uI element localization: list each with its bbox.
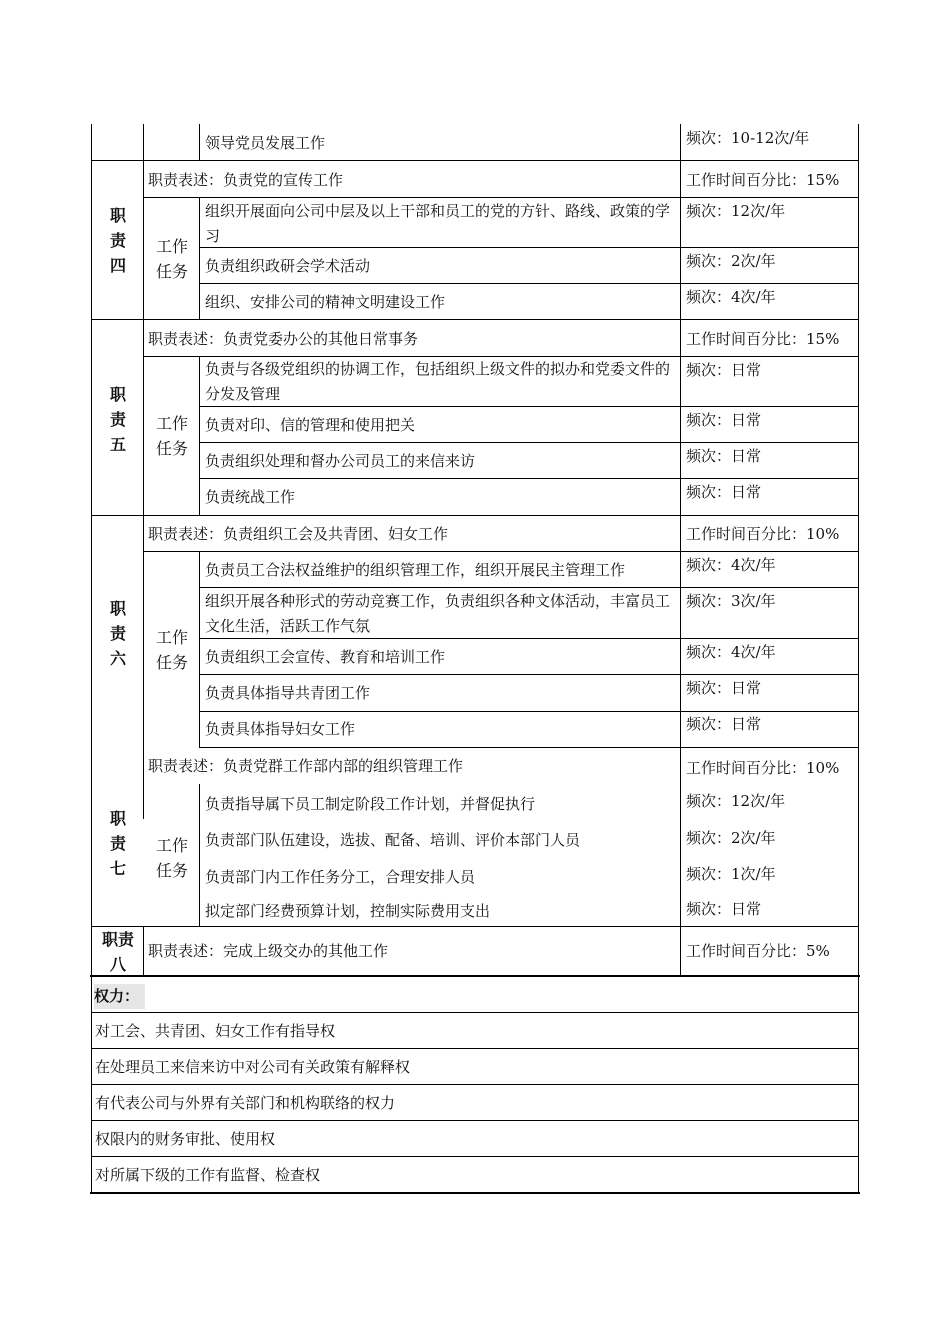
task-group-label: [144, 833, 200, 883]
task-frequency: 频次：12次/年: [686, 202, 786, 220]
task-text: 负责组织处理和督办公司员工的来信来访: [205, 452, 476, 470]
task-group-text: 工作 任务: [155, 414, 188, 458]
duty-description: 职责表述：完成上级交办的其他工作: [148, 942, 389, 960]
time-percentage: 工作时间百分比：15%: [686, 330, 840, 348]
task-frequency: 频次：4次/年: [686, 556, 776, 574]
task-text: 拟定部门经费预算计划，控制实际费用支出: [205, 902, 491, 920]
duty-description: 职责表述：负责党委办公的其他日常事务: [148, 330, 419, 348]
duty-description: 职责表述：负责党群工作部内部的组织管理工作: [148, 757, 464, 775]
task-frequency: 频次：日常: [686, 447, 762, 465]
task-frequency: 频次：10-12次/年: [686, 129, 810, 147]
duty-label-text: 职 责 六: [109, 599, 126, 668]
authority-item: 权限内的财务审批、使用权: [95, 1130, 276, 1148]
task-frequency: 频次：12次/年: [686, 792, 786, 810]
duty-label-text: 职 责 七: [109, 809, 126, 878]
duty-label: [93, 596, 143, 671]
authority-item: 有代表公司与外界有关部门和机构联络的权力: [95, 1094, 396, 1112]
duty-label-text: 职 责 五: [109, 385, 126, 454]
task-frequency: 频次：4次/年: [686, 643, 776, 661]
task-group-label: [144, 234, 200, 284]
task-text: 负责员工合法权益维护的组织管理工作，组织开展民主管理工作: [205, 561, 626, 579]
task-text: 负责具体指导共青团工作: [205, 684, 371, 702]
task-frequency: 频次：4次/年: [686, 288, 776, 306]
task-frequency: 频次：1次/年: [686, 865, 776, 883]
time-percentage: 工作时间百分比：5%: [686, 942, 830, 960]
task-text: 负责与各级党组织的协调工作，包括组织上级文件的拟办和党委文件的分发及管理: [205, 360, 671, 403]
time-percentage: 工作时间百分比：15%: [686, 171, 840, 189]
task-frequency: 频次：2次/年: [686, 829, 776, 847]
authority-item: 对工会、共青团、妇女工作有指导权: [95, 1022, 336, 1040]
task-text: 负责指导属下员工制定阶段工作计划，并督促执行: [205, 795, 536, 813]
task-group-text: 工作 任务: [155, 628, 188, 672]
authority-item: 在处理员工来信来访中对公司有关政策有解释权: [95, 1058, 411, 1076]
task-text: 负责部门内工作任务分工，合理安排人员: [205, 868, 476, 886]
task-frequency: 频次：日常: [686, 411, 762, 429]
task-text: 负责部门队伍建设，选拔、配备、培训、评价本部门人员: [205, 831, 581, 849]
duty-label: [93, 806, 143, 881]
duty-label: [93, 927, 143, 977]
duty-label-text: 职 责 四: [109, 206, 126, 275]
task-frequency: 频次：2次/年: [686, 252, 776, 270]
task-frequency: 频次：日常: [686, 483, 762, 501]
duty-label: [93, 203, 143, 278]
task-text: 负责对印、信的管理和使用把关: [205, 416, 416, 434]
authority-item: 对所属下级的工作有监督、检查权: [95, 1166, 321, 1184]
time-percentage: 工作时间百分比：10%: [686, 525, 840, 543]
duty-description: 职责表述：负责组织工会及共青团、妇女工作: [148, 525, 449, 543]
task-text: 领导党员发展工作: [205, 134, 326, 152]
task-group-text: 工作 任务: [155, 836, 188, 880]
authority-heading: 权力：: [94, 984, 145, 1009]
task-text: 负责统战工作: [205, 488, 296, 506]
task-group-text: 工作 任务: [155, 237, 188, 281]
task-frequency: 频次：日常: [686, 361, 762, 379]
time-percentage: 工作时间百分比：10%: [686, 759, 840, 777]
task-text: 组织开展各种形式的劳动竞赛工作，负责组织各种文体活动，丰富员工文化生活，活跃工作气氛: [205, 592, 671, 635]
task-text: 组织、安排公司的精神文明建设工作: [205, 293, 446, 311]
task-frequency: 频次：3次/年: [686, 592, 776, 610]
duty-description: 职责表述：负责党的宣传工作: [148, 171, 344, 189]
task-text: 负责具体指导妇女工作: [205, 720, 356, 738]
duty-label: [93, 382, 143, 457]
task-group-label: [144, 625, 200, 675]
task-text: 负责组织政研会学术活动: [205, 257, 371, 275]
task-group-label: [144, 411, 200, 461]
task-frequency: 频次：日常: [686, 679, 762, 697]
task-frequency: 频次：日常: [686, 715, 762, 733]
task-text: 组织开展面向公司中层及以上干部和员工的党的方针、路线、政策的学习: [205, 202, 671, 245]
task-frequency: 频次：日常: [686, 900, 762, 918]
task-text: 负责组织工会宣传、教育和培训工作: [205, 648, 446, 666]
duty-label-text: 职责 八: [101, 930, 134, 974]
